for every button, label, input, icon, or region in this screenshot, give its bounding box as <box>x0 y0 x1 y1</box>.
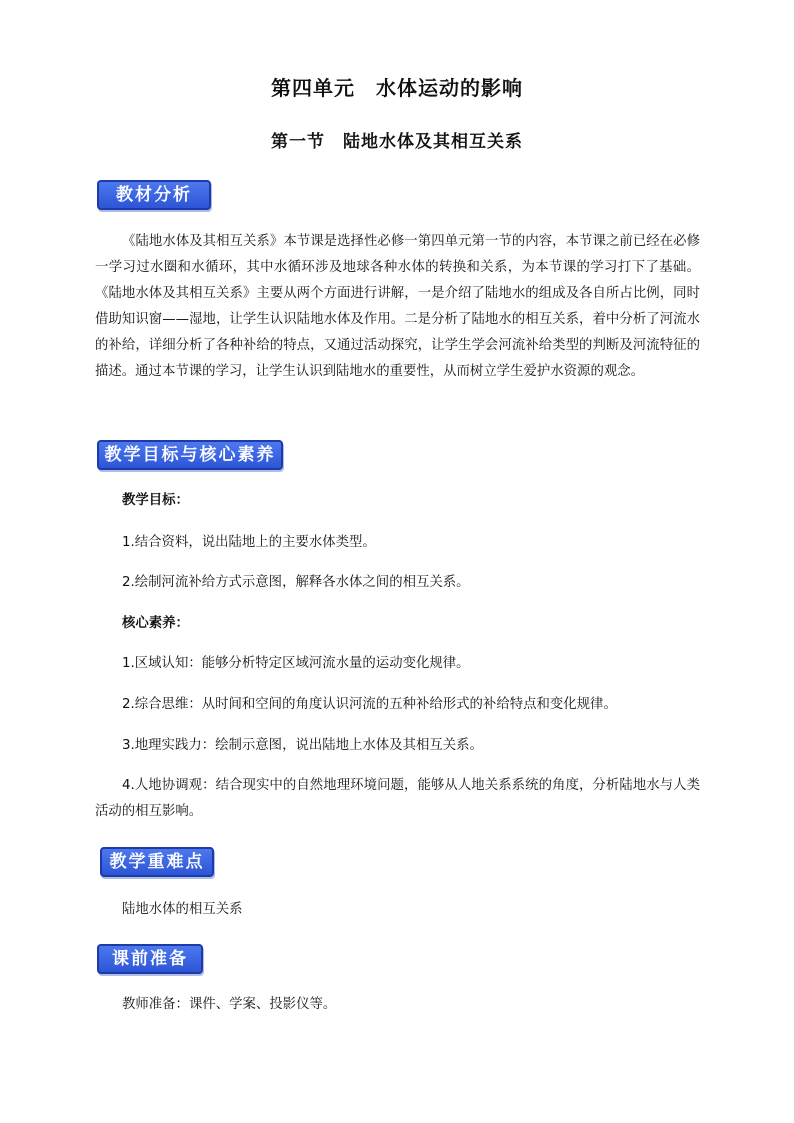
unit-title: 第四单元 水体运动的影响 <box>271 76 523 100</box>
badge-textbook-analysis: 教材分析 <box>97 180 211 210</box>
badge-goals-literacy: 教学目标与核心素养 <box>97 440 283 470</box>
literacy-item-4: 4.人地协调观：结合现实中的自然地理环境问题，能够从人地关系系统的角度，分析陆地水与人类活动的相互影响。 <box>95 778 700 819</box>
key-points-text: 陆地水体的相互关系 <box>122 902 243 917</box>
goals-heading: 教学目标： <box>122 493 189 508</box>
literacy-item-3: 3.地理实践力：绘制示意图，说出陆地上水体及其相互关系。 <box>122 738 483 753</box>
goal-item-2: 2.绘制河流补给方式示意图，解释各水体之间的相互关系。 <box>122 575 470 590</box>
literacy-heading: 核心素养： <box>122 616 189 631</box>
section-title: 第一节 陆地水体及其相互关系 <box>271 132 523 152</box>
badge-preparation: 课前准备 <box>97 944 203 974</box>
badge-key-points: 教学重难点 <box>100 847 214 877</box>
analysis-paragraph: 《陆地水体及其相互关系》本节课是选择性必修一第四单元第一节的内容，本节课之前已经在必修一学习过水圈和水循环，其中水循环涉及地球各种水体的转换和关系，为本节课的学习打下了基础。《陆地水体及其相互关系》主要从两个方面进行讲解，一是介绍了陆地水的组成及各自所占比例，同时借助知识窗——湿地，让学生认识陆地水体及作用。二是分析了陆地水的相互关系，着中分析了河流水的补给，详细分析了各种补给的特点，又通过活动探究，让学生学会河流补给类型的判断及河流特征的描述。通过本节课的学习，让学生认识到陆地水的重要性，从而树立学生爱护水资源的观念。 <box>95 234 700 379</box>
preparation-text: 教师准备：课件、学案、投影仪等。 <box>122 997 337 1012</box>
goal-item-1: 1.结合资料，说出陆地上的主要水体类型。 <box>122 535 376 550</box>
literacy-item-2: 2.综合思维：从时间和空间的角度认识河流的五种补给形式的补给特点和变化规律。 <box>122 697 617 712</box>
literacy-item-1: 1.区域认知：能够分析特定区域河流水量的运动变化规律。 <box>122 656 470 671</box>
